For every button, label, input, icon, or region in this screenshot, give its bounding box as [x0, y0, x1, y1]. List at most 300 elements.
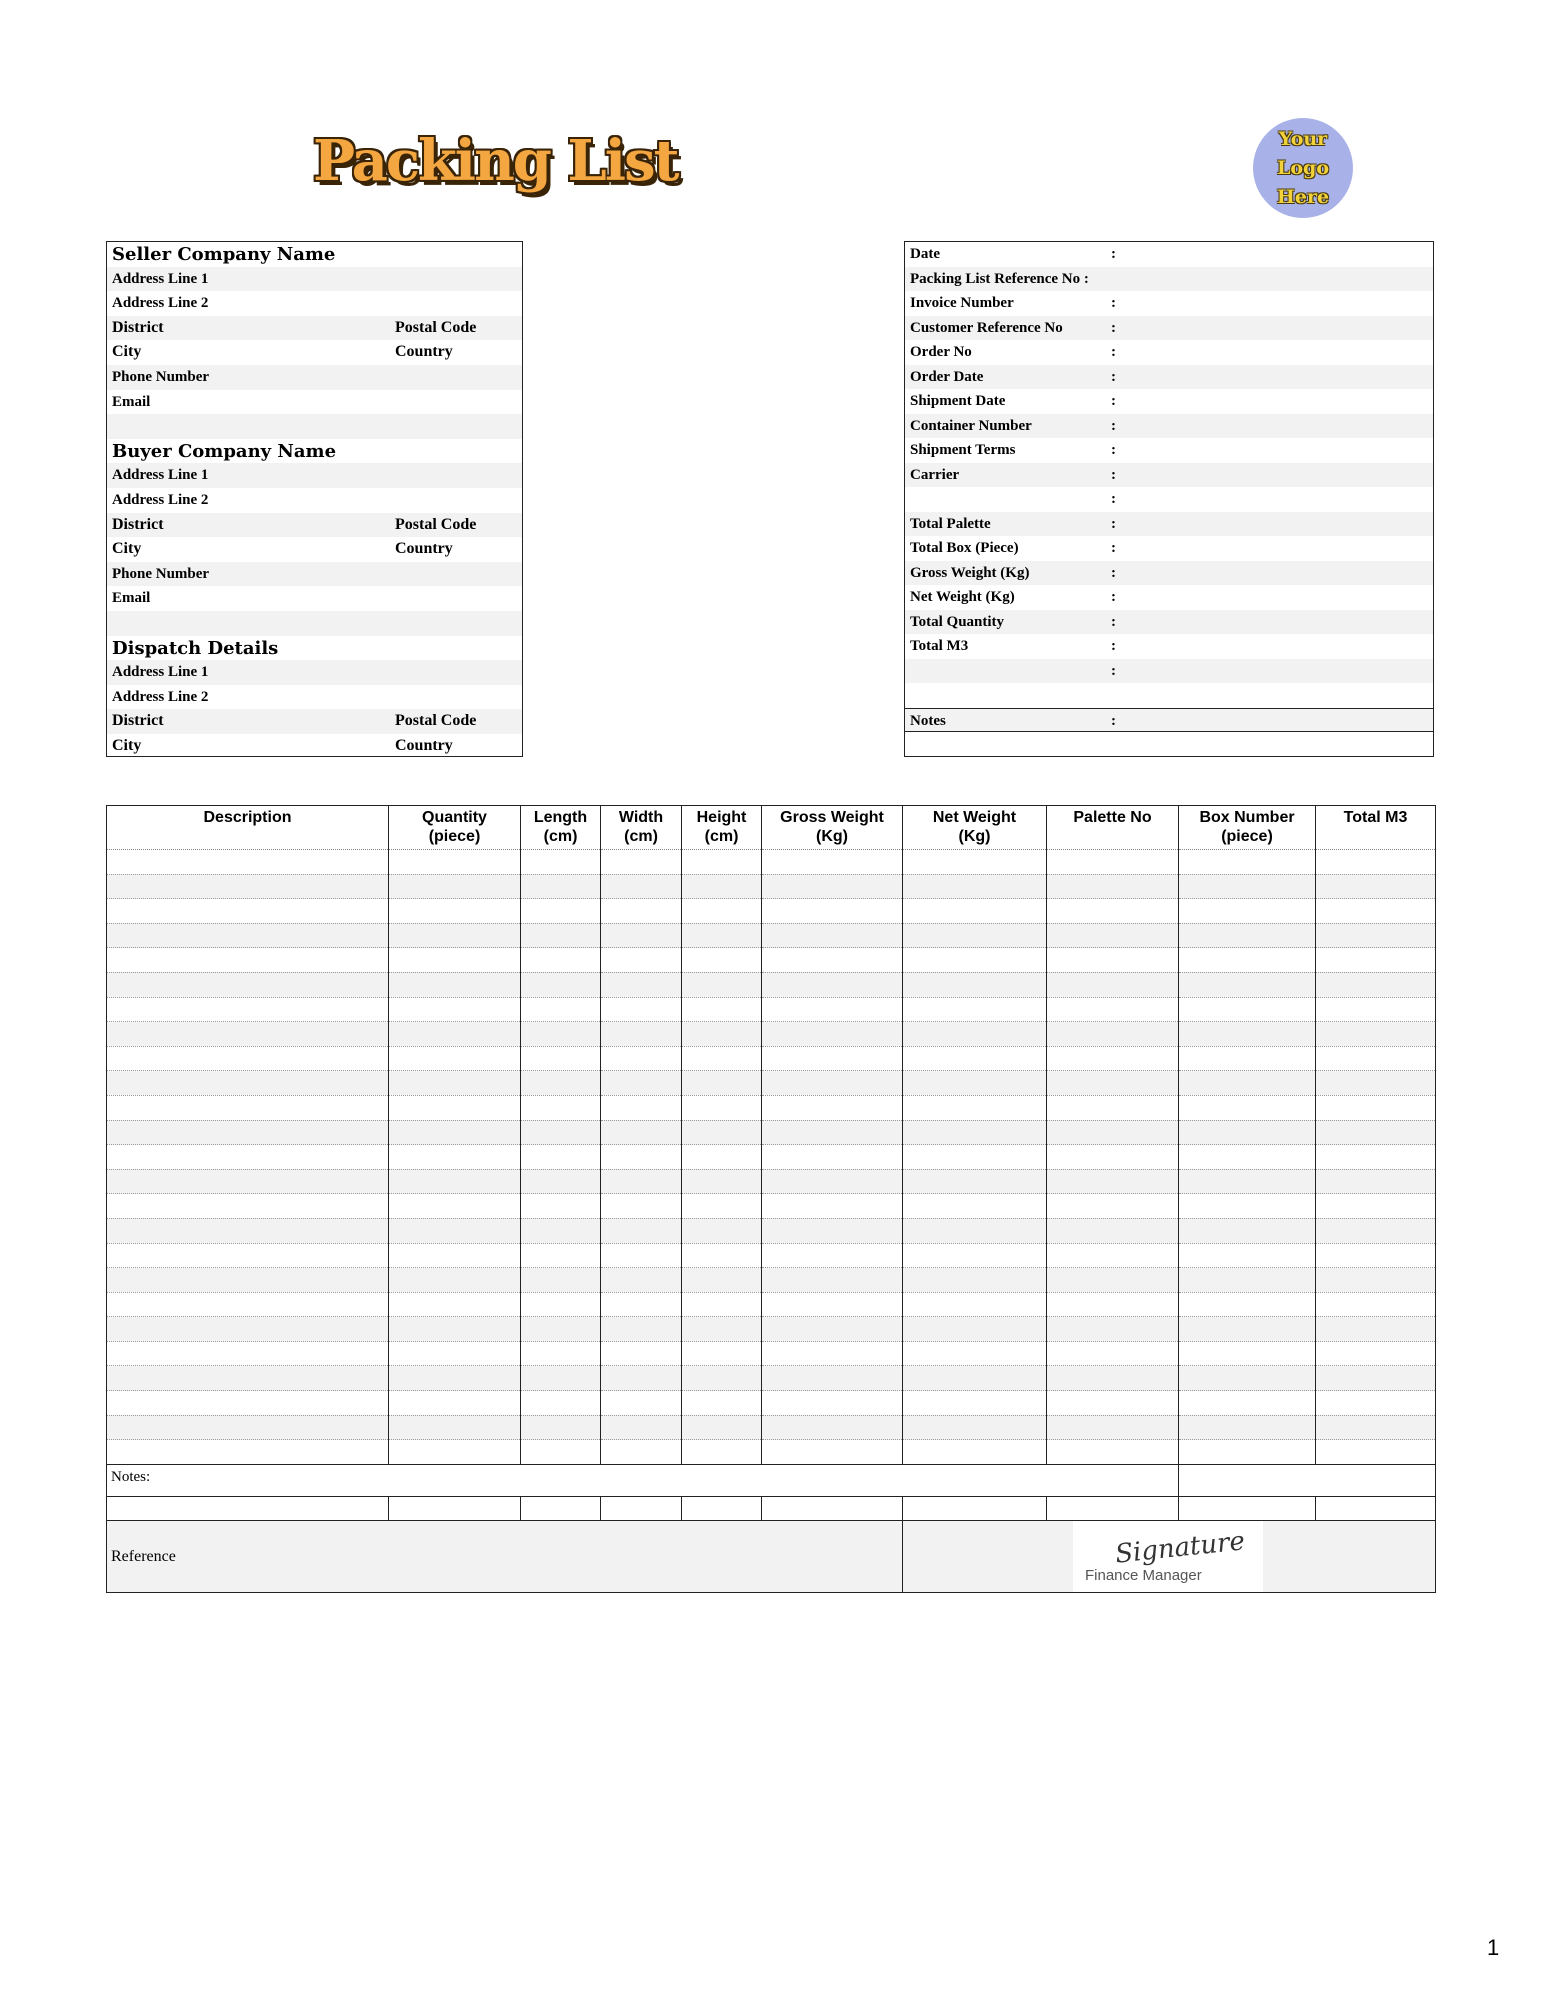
table-cell[interactable] — [1316, 1218, 1436, 1243]
table-cell[interactable] — [389, 997, 521, 1022]
totals-cell[interactable] — [389, 1497, 521, 1521]
table-cell[interactable] — [903, 1292, 1047, 1317]
table-cell[interactable] — [1047, 1022, 1179, 1047]
table-cell[interactable] — [1047, 1243, 1179, 1268]
table-cell[interactable] — [1047, 874, 1179, 899]
table-cell[interactable] — [903, 1071, 1047, 1096]
table-cell[interactable] — [1047, 1218, 1179, 1243]
table-cell[interactable] — [682, 1169, 762, 1194]
table-cell[interactable] — [682, 1440, 762, 1465]
table-cell[interactable] — [1316, 1341, 1436, 1366]
info-row-net-weight — [905, 585, 1433, 610]
table-cell[interactable] — [682, 1341, 762, 1366]
table-cell[interactable] — [601, 1095, 682, 1120]
table-cell[interactable] — [1316, 1169, 1436, 1194]
table-cell[interactable] — [762, 899, 903, 924]
table-cell[interactable] — [903, 1145, 1047, 1170]
table-cell[interactable] — [762, 997, 903, 1022]
table-cell[interactable] — [903, 1391, 1047, 1416]
reference-row — [107, 1521, 1436, 1593]
table-cell[interactable] — [762, 1169, 903, 1194]
table-cell[interactable] — [601, 1440, 682, 1465]
table-cell[interactable] — [521, 1095, 601, 1120]
seller-country: Country — [395, 343, 453, 361]
table-cell[interactable] — [762, 1391, 903, 1416]
table-cell[interactable] — [903, 972, 1047, 997]
table-cell[interactable] — [682, 1120, 762, 1145]
table-cell[interactable] — [1179, 1046, 1316, 1071]
table-cell[interactable] — [1316, 1440, 1436, 1465]
table-cell[interactable] — [762, 1022, 903, 1047]
table-cell[interactable] — [682, 1071, 762, 1096]
table-cell[interactable] — [762, 1317, 903, 1342]
table-cell[interactable] — [903, 1440, 1047, 1465]
table-cell[interactable] — [601, 1391, 682, 1416]
table-cell[interactable] — [389, 1071, 521, 1096]
table-cell[interactable] — [682, 1292, 762, 1317]
table-cell[interactable] — [682, 1243, 762, 1268]
table-cell[interactable] — [682, 874, 762, 899]
table-cell[interactable] — [1179, 1169, 1316, 1194]
table-cell[interactable] — [1316, 1071, 1436, 1096]
table-cell[interactable] — [1047, 1341, 1179, 1366]
table-cell[interactable] — [762, 972, 903, 997]
table-cell[interactable] — [1179, 1095, 1316, 1120]
table-cell[interactable] — [389, 972, 521, 997]
table-cell[interactable] — [1179, 997, 1316, 1022]
table-cell[interactable] — [601, 850, 682, 875]
table-cell[interactable] — [1047, 1071, 1179, 1096]
table-cell[interactable] — [107, 1292, 389, 1317]
table-cell[interactable] — [682, 997, 762, 1022]
table-cell[interactable] — [389, 899, 521, 924]
table-cell[interactable] — [601, 899, 682, 924]
table-cell[interactable] — [1316, 1095, 1436, 1120]
table-cell[interactable] — [903, 923, 1047, 948]
table-cell[interactable] — [762, 874, 903, 899]
info-colon: : — [1111, 638, 1116, 654]
buyer-district-row — [107, 513, 522, 538]
table-cell[interactable] — [601, 948, 682, 973]
totals-cell[interactable] — [762, 1497, 903, 1521]
table-cell[interactable] — [682, 1317, 762, 1342]
table-cell[interactable] — [521, 1341, 601, 1366]
table-cell[interactable] — [682, 1022, 762, 1047]
table-cell[interactable] — [1179, 1366, 1316, 1391]
table-cell[interactable] — [601, 923, 682, 948]
table-cell[interactable] — [1047, 850, 1179, 875]
table-cell[interactable] — [903, 1415, 1047, 1440]
table-cell[interactable] — [521, 1071, 601, 1096]
table-cell[interactable] — [762, 1145, 903, 1170]
table-cell[interactable] — [521, 1440, 601, 1465]
table-cell[interactable] — [1179, 948, 1316, 973]
table-cell[interactable] — [389, 1292, 521, 1317]
table-cell[interactable] — [601, 997, 682, 1022]
table-cell[interactable] — [389, 1415, 521, 1440]
table-cell[interactable] — [903, 1243, 1047, 1268]
table-cell[interactable] — [107, 997, 389, 1022]
table-cell[interactable] — [1047, 997, 1179, 1022]
table-cell[interactable] — [682, 923, 762, 948]
table-cell[interactable] — [521, 1366, 601, 1391]
table-cell[interactable] — [903, 1120, 1047, 1145]
table-cell[interactable] — [601, 1341, 682, 1366]
table-cell[interactable] — [1179, 1415, 1316, 1440]
table-cell[interactable] — [601, 1145, 682, 1170]
info-label: Customer Reference No — [910, 319, 1063, 336]
table-cell[interactable] — [762, 948, 903, 973]
table-row — [107, 1046, 1436, 1071]
table-cell[interactable] — [107, 1071, 389, 1096]
table-cell[interactable] — [107, 1120, 389, 1145]
table-cell[interactable] — [682, 1218, 762, 1243]
column-header-line: Net Weight — [932, 809, 1017, 826]
table-cell[interactable] — [682, 1194, 762, 1219]
packing-items-table — [106, 805, 1436, 1593]
table-cell[interactable] — [1047, 1169, 1179, 1194]
table-cell[interactable] — [389, 1194, 521, 1219]
table-row — [107, 1243, 1436, 1268]
table-cell[interactable] — [107, 850, 389, 875]
table-cell[interactable] — [1047, 1194, 1179, 1219]
totals-cell[interactable] — [1316, 1497, 1436, 1521]
table-cell[interactable] — [762, 1071, 903, 1096]
totals-cell[interactable] — [682, 1497, 762, 1521]
table-cell[interactable] — [601, 1292, 682, 1317]
table-cell[interactable] — [521, 874, 601, 899]
table-cell[interactable] — [1179, 874, 1316, 899]
table-cell[interactable] — [903, 1046, 1047, 1071]
column-header-line: Gross Weight — [780, 809, 884, 826]
table-cell[interactable] — [1047, 1046, 1179, 1071]
table-cell[interactable] — [1179, 1243, 1316, 1268]
table-cell[interactable] — [521, 948, 601, 973]
table-cell[interactable] — [682, 972, 762, 997]
table-cell[interactable] — [682, 1046, 762, 1071]
table-cell[interactable] — [1047, 1120, 1179, 1145]
table-cell[interactable] — [762, 1218, 903, 1243]
table-cell[interactable] — [521, 1120, 601, 1145]
table-cell[interactable] — [521, 997, 601, 1022]
table-cell[interactable] — [389, 874, 521, 899]
table-cell[interactable] — [1316, 1145, 1436, 1170]
table-cell[interactable] — [1316, 1415, 1436, 1440]
notes-side-field[interactable] — [1179, 1464, 1436, 1497]
table-cell[interactable] — [521, 1046, 601, 1071]
table-cell[interactable] — [107, 1022, 389, 1047]
table-cell[interactable] — [389, 1243, 521, 1268]
table-cell[interactable] — [1316, 1317, 1436, 1342]
table-cell[interactable] — [1179, 1317, 1316, 1342]
table-cell[interactable] — [1316, 874, 1436, 899]
table-cell[interactable] — [601, 874, 682, 899]
table-row — [107, 923, 1436, 948]
table-cell[interactable] — [762, 1440, 903, 1465]
table-cell[interactable] — [1047, 923, 1179, 948]
table-cell[interactable] — [762, 1366, 903, 1391]
table-cell[interactable] — [521, 1169, 601, 1194]
table-cell[interactable] — [107, 1145, 389, 1170]
table-cell[interactable] — [1316, 1120, 1436, 1145]
table-cell[interactable] — [389, 1341, 521, 1366]
table-cell[interactable] — [1047, 1268, 1179, 1293]
table-cell[interactable] — [1047, 1145, 1179, 1170]
table-cell[interactable] — [107, 972, 389, 997]
table-cell[interactable] — [1047, 1415, 1179, 1440]
table-cell[interactable] — [601, 1366, 682, 1391]
dispatch-country: Country — [395, 736, 453, 754]
table-cell[interactable] — [389, 1046, 521, 1071]
table-cell[interactable] — [1179, 1341, 1316, 1366]
info-label: Invoice Number — [910, 295, 1014, 311]
column-header — [107, 806, 389, 850]
table-cell[interactable] — [601, 1415, 682, 1440]
table-cell[interactable] — [601, 972, 682, 997]
table-cell[interactable] — [1179, 1120, 1316, 1145]
table-cell[interactable] — [682, 1415, 762, 1440]
table-cell[interactable] — [107, 1194, 389, 1219]
column-header-unit: (cm) — [543, 828, 578, 845]
table-cell[interactable] — [521, 972, 601, 997]
table-cell[interactable] — [762, 1095, 903, 1120]
table-cell[interactable] — [682, 850, 762, 875]
table-cell[interactable] — [601, 1169, 682, 1194]
notes-field[interactable] — [107, 1464, 1179, 1497]
table-cell[interactable] — [903, 874, 1047, 899]
table-cell[interactable] — [107, 923, 389, 948]
table-cell[interactable] — [1047, 1366, 1179, 1391]
table-cell[interactable] — [107, 899, 389, 924]
table-cell[interactable] — [521, 1218, 601, 1243]
table-cell[interactable] — [1316, 1243, 1436, 1268]
table-cell[interactable] — [601, 1243, 682, 1268]
table-cell[interactable] — [601, 1046, 682, 1071]
table-cell[interactable] — [1179, 850, 1316, 875]
table-cell[interactable] — [107, 1218, 389, 1243]
table-cell[interactable] — [389, 1440, 521, 1465]
table-cell[interactable] — [601, 1071, 682, 1096]
table-cell[interactable] — [389, 1366, 521, 1391]
table-header-row — [107, 806, 1436, 850]
info-colon: : — [1111, 712, 1116, 729]
table-cell[interactable] — [1179, 1071, 1316, 1096]
table-cell[interactable] — [389, 1391, 521, 1416]
table-cell[interactable] — [389, 1095, 521, 1120]
totals-cell[interactable] — [1179, 1497, 1316, 1521]
table-cell[interactable] — [682, 1268, 762, 1293]
table-cell[interactable] — [389, 1022, 521, 1047]
table-cell[interactable] — [601, 1120, 682, 1145]
table-cell[interactable] — [1316, 923, 1436, 948]
table-cell[interactable] — [107, 1095, 389, 1120]
blank-row — [107, 414, 522, 439]
totals-cell[interactable] — [107, 1497, 389, 1521]
info-label: Shipment Terms — [910, 442, 1016, 458]
table-cell[interactable] — [1047, 899, 1179, 924]
table-cell[interactable] — [903, 1317, 1047, 1342]
table-cell[interactable] — [762, 850, 903, 875]
column-header-unit: (Kg) — [958, 828, 991, 845]
table-cell[interactable] — [1316, 1268, 1436, 1293]
table-cell[interactable] — [601, 1194, 682, 1219]
table-cell[interactable] — [682, 899, 762, 924]
totals-cell[interactable] — [1047, 1497, 1179, 1521]
table-cell[interactable] — [107, 1268, 389, 1293]
table-cell[interactable] — [601, 1218, 682, 1243]
table-cell[interactable] — [521, 1268, 601, 1293]
seller-city: City — [112, 343, 142, 361]
info-row-customer-ref — [905, 316, 1433, 341]
table-cell[interactable] — [389, 948, 521, 973]
reference-field[interactable] — [107, 1521, 903, 1593]
info-row-carrier — [905, 463, 1433, 488]
table-cell[interactable] — [1316, 997, 1436, 1022]
table-cell[interactable] — [1047, 948, 1179, 973]
totals-cell[interactable] — [903, 1497, 1047, 1521]
table-cell[interactable] — [1316, 850, 1436, 875]
table-cell[interactable] — [1047, 1317, 1179, 1342]
table-cell[interactable] — [1316, 948, 1436, 973]
dispatch-address-line-1: Address Line 1 — [107, 660, 522, 685]
table-cell[interactable] — [601, 1022, 682, 1047]
table-cell[interactable] — [1047, 1440, 1179, 1465]
table-cell[interactable] — [107, 1243, 389, 1268]
table-cell[interactable] — [601, 1317, 682, 1342]
table-cell[interactable] — [107, 1341, 389, 1366]
info-row-notes — [905, 708, 1433, 733]
table-cell[interactable] — [521, 1292, 601, 1317]
info-label: Order No — [910, 344, 972, 360]
table-cell[interactable] — [1316, 1046, 1436, 1071]
table-cell[interactable] — [1316, 1391, 1436, 1416]
table-cell[interactable] — [389, 923, 521, 948]
table-cell[interactable] — [903, 1194, 1047, 1219]
table-cell[interactable] — [1316, 1194, 1436, 1219]
table-cell[interactable] — [682, 1391, 762, 1416]
table-cell[interactable] — [521, 1415, 601, 1440]
table-cell[interactable] — [903, 1366, 1047, 1391]
table-cell[interactable] — [389, 1120, 521, 1145]
dispatch-district-row — [107, 709, 522, 734]
table-cell[interactable] — [903, 1169, 1047, 1194]
table-cell[interactable] — [1179, 1391, 1316, 1416]
table-cell[interactable] — [107, 1415, 389, 1440]
table-cell[interactable] — [1316, 1366, 1436, 1391]
table-cell[interactable] — [389, 1268, 521, 1293]
table-cell[interactable] — [1179, 1440, 1316, 1465]
table-cell[interactable] — [1047, 1292, 1179, 1317]
table-cell[interactable] — [762, 1046, 903, 1071]
party-details-box — [106, 241, 523, 757]
table-cell[interactable] — [903, 1268, 1047, 1293]
table-cell[interactable] — [903, 997, 1047, 1022]
table-cell[interactable] — [762, 1194, 903, 1219]
table-cell[interactable] — [107, 948, 389, 973]
table-cell[interactable] — [521, 1194, 601, 1219]
table-cell[interactable] — [903, 899, 1047, 924]
table-cell[interactable] — [1179, 899, 1316, 924]
table-cell[interactable] — [389, 1317, 521, 1342]
table-cell[interactable] — [903, 1095, 1047, 1120]
table-cell[interactable] — [682, 1095, 762, 1120]
table-cell[interactable] — [1316, 1292, 1436, 1317]
table-cell[interactable] — [1179, 1292, 1316, 1317]
seller-district-row — [107, 316, 522, 341]
table-cell[interactable] — [1179, 1268, 1316, 1293]
table-cell[interactable] — [107, 1366, 389, 1391]
table-row — [107, 899, 1436, 924]
table-cell[interactable] — [1179, 1194, 1316, 1219]
table-cell[interactable] — [762, 1341, 903, 1366]
table-cell[interactable] — [762, 1243, 903, 1268]
table-cell[interactable] — [1047, 1391, 1179, 1416]
table-cell[interactable] — [1316, 1022, 1436, 1047]
table-cell[interactable] — [1179, 1022, 1316, 1047]
table-cell[interactable] — [1179, 1145, 1316, 1170]
table-cell[interactable] — [521, 899, 601, 924]
table-cell[interactable] — [762, 1268, 903, 1293]
table-cell[interactable] — [521, 1145, 601, 1170]
table-cell[interactable] — [1047, 972, 1179, 997]
totals-cell[interactable] — [601, 1497, 682, 1521]
table-cell[interactable] — [762, 1120, 903, 1145]
table-cell[interactable] — [903, 1022, 1047, 1047]
table-cell[interactable] — [1047, 1095, 1179, 1120]
table-cell[interactable] — [107, 874, 389, 899]
table-cell[interactable] — [389, 1145, 521, 1170]
info-row-order-no — [905, 340, 1433, 365]
signature-box — [1073, 1521, 1263, 1592]
table-cell[interactable] — [1179, 972, 1316, 997]
table-cell[interactable] — [107, 1391, 389, 1416]
table-cell[interactable] — [601, 1268, 682, 1293]
table-cell[interactable] — [521, 923, 601, 948]
table-cell[interactable] — [107, 1317, 389, 1342]
table-cell[interactable] — [521, 1022, 601, 1047]
table-cell[interactable] — [682, 948, 762, 973]
table-cell[interactable] — [762, 923, 903, 948]
table-cell[interactable] — [521, 1391, 601, 1416]
table-cell[interactable] — [521, 1243, 601, 1268]
table-cell[interactable] — [903, 948, 1047, 973]
table-cell[interactable] — [107, 1169, 389, 1194]
dispatch-district: District — [112, 712, 164, 730]
table-cell[interactable] — [1316, 972, 1436, 997]
table-cell[interactable] — [521, 850, 601, 875]
totals-cell[interactable] — [521, 1497, 601, 1521]
table-cell[interactable] — [1179, 1218, 1316, 1243]
table-cell[interactable] — [389, 1218, 521, 1243]
table-cell[interactable] — [903, 1341, 1047, 1366]
table-cell[interactable] — [1316, 899, 1436, 924]
info-row-blank — [905, 487, 1433, 512]
seller-address-line-2: Address Line 2 — [112, 295, 209, 312]
table-cell[interactable] — [682, 1366, 762, 1391]
table-cell[interactable] — [903, 1218, 1047, 1243]
table-cell[interactable] — [682, 1145, 762, 1170]
dispatch-heading: Dispatch Details — [112, 637, 279, 659]
table-cell[interactable] — [521, 1317, 601, 1342]
table-cell[interactable] — [762, 1415, 903, 1440]
table-cell[interactable] — [389, 1169, 521, 1194]
table-cell[interactable] — [107, 1046, 389, 1071]
table-cell[interactable] — [107, 1440, 389, 1465]
table-cell[interactable] — [762, 1292, 903, 1317]
table-cell[interactable] — [389, 850, 521, 875]
table-cell[interactable] — [903, 850, 1047, 875]
table-cell[interactable] — [1179, 923, 1316, 948]
